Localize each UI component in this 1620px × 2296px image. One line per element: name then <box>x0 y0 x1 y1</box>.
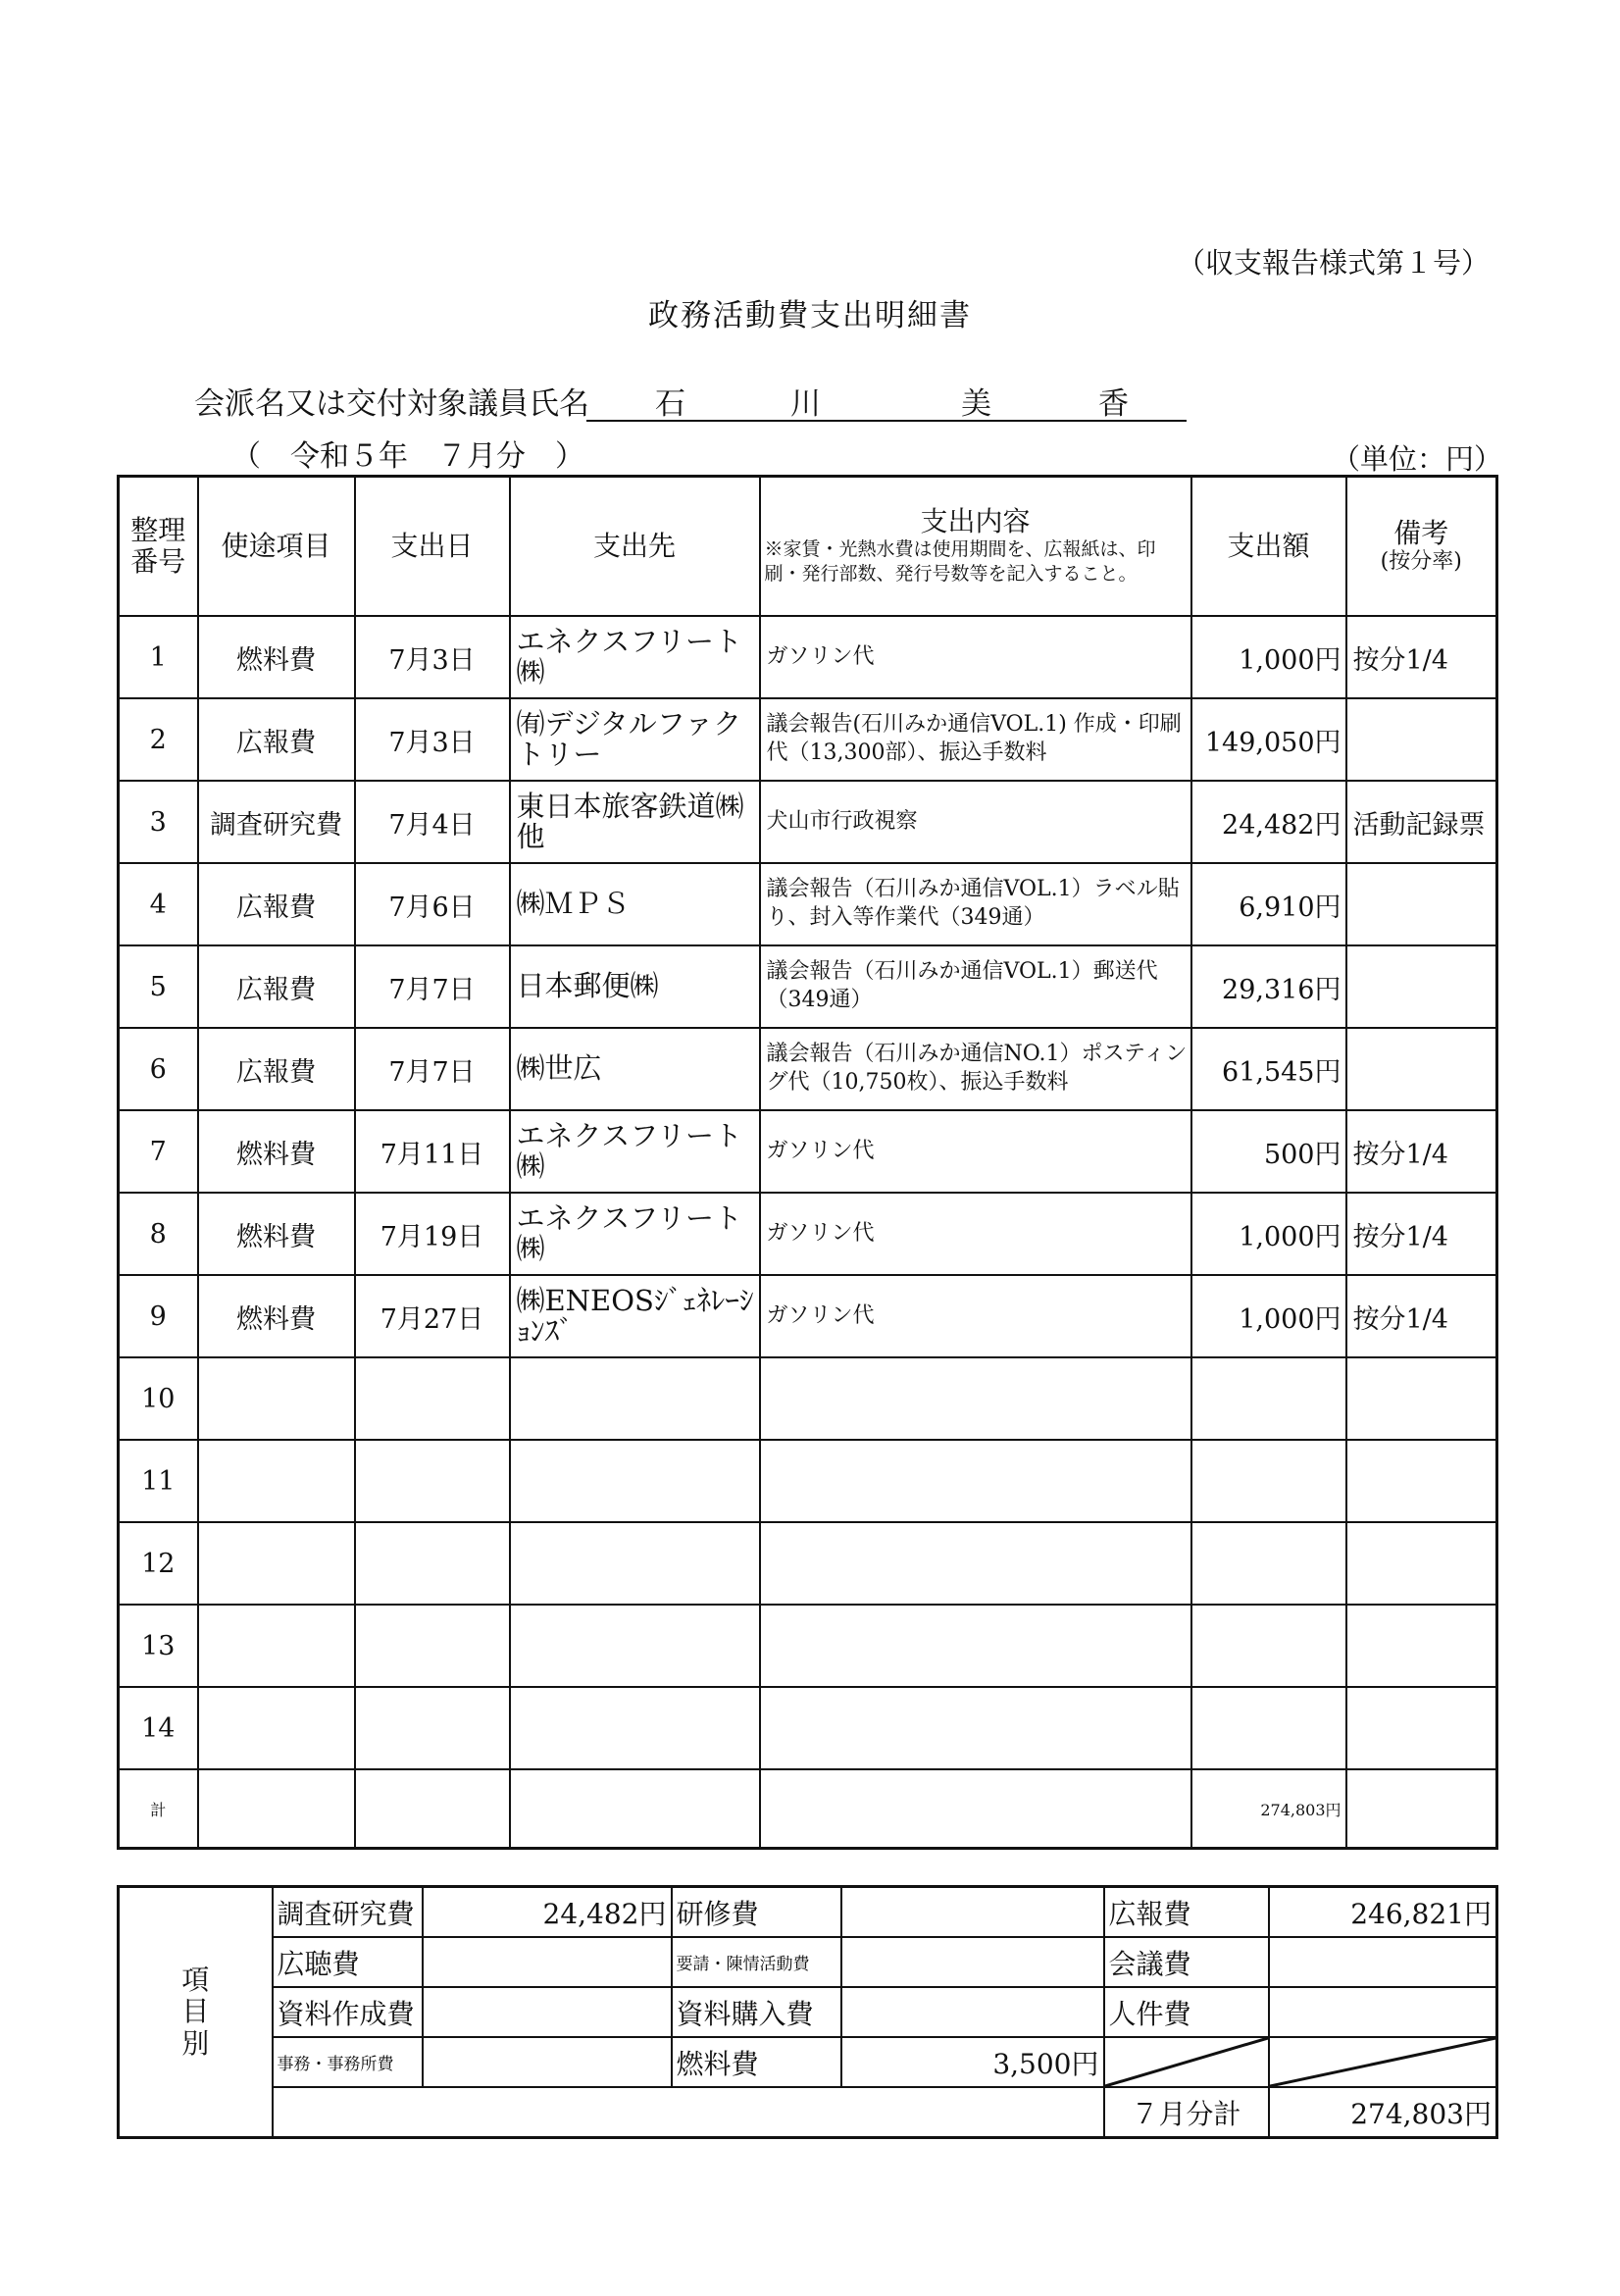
row-payee <box>510 1357 760 1440</box>
row-amount: 500円 <box>1191 1110 1346 1193</box>
table-row <box>119 1605 1497 1687</box>
row-no: 7 <box>119 1110 198 1193</box>
row-amount <box>1191 1687 1346 1769</box>
row-remarks <box>1346 1522 1497 1605</box>
row-content: ガソリン代 <box>760 1275 1191 1357</box>
row-item: 調査研究費 <box>198 781 355 863</box>
row-item: 広報費 <box>198 698 355 781</box>
row-date: 7月4日 <box>355 781 510 863</box>
row-date: 7月3日 <box>355 616 510 698</box>
row-payee <box>510 1522 760 1605</box>
purchase-value <box>841 1987 1104 2037</box>
total-label: 計 <box>119 1769 198 1849</box>
row-no: 4 <box>119 863 198 945</box>
row-payee: ㈲デジタルファクトリー <box>510 698 760 781</box>
row-date <box>355 1440 510 1522</box>
row-content: 議会報告（石川みか通信VOL.1）郵送代（349通） <box>760 945 1191 1028</box>
table-row <box>119 1275 1497 1357</box>
meeting-value <box>1269 1937 1497 1987</box>
table-row <box>119 1522 1497 1605</box>
research-value: 24,482円 <box>423 1887 672 1938</box>
row-date: 7月3日 <box>355 698 510 781</box>
row-item: 広報費 <box>198 945 355 1028</box>
diagonal-empty-cell <box>1104 2037 1269 2087</box>
member-name-char: 美 <box>961 386 991 422</box>
expense-table <box>117 475 1498 1850</box>
table-header-row <box>119 477 1497 617</box>
row-remarks: 按分1/4 <box>1346 616 1497 698</box>
hearing-value <box>423 1937 672 1987</box>
row-remarks <box>1346 1605 1497 1687</box>
month-total-label: ７月分計 <box>1104 2087 1269 2138</box>
petition-value <box>841 1937 1104 1987</box>
row-amount: 6,910円 <box>1191 863 1346 945</box>
row-payee <box>510 1440 760 1522</box>
member-name <box>586 379 1187 422</box>
row-content <box>760 1522 1191 1605</box>
row-remarks: 按分1/4 <box>1346 1193 1497 1275</box>
row-remarks: 按分1/4 <box>1346 1110 1497 1193</box>
row-item <box>198 1605 355 1687</box>
header-payee: 支出先 <box>510 477 760 617</box>
member-name-char: 川 <box>790 386 821 422</box>
table-row <box>119 616 1497 698</box>
table-row <box>119 781 1497 863</box>
row-no: 9 <box>119 1275 198 1357</box>
member-name-char: 石 <box>655 386 685 422</box>
row-payee: ㈱ＭＰＳ <box>510 863 760 945</box>
row-payee: エネクスフリート㈱ <box>510 616 760 698</box>
row-content: 議会報告(石川みか通信VOL.1) 作成・印刷代（13,300部）、振込手数料 <box>760 698 1191 781</box>
period: （ 令和５年 ７月分 ） <box>231 439 584 474</box>
row-remarks <box>1346 1028 1497 1110</box>
research-label: 調査研究費 <box>273 1887 423 1938</box>
row-date: 7月19日 <box>355 1193 510 1275</box>
table-row <box>119 1028 1497 1110</box>
row-no: 1 <box>119 616 198 698</box>
total-amount: 274,803円 <box>1191 1769 1346 1849</box>
row-no: 13 <box>119 1605 198 1687</box>
header-content <box>760 477 1191 617</box>
row-no: 6 <box>119 1028 198 1110</box>
training-label: 研修費 <box>672 1887 841 1938</box>
row-content: 議会報告（石川みか通信VOL.1）ラベル貼り、封入等作業代（349通） <box>760 863 1191 945</box>
header-no: 整理 番号 <box>119 477 198 617</box>
summary-side-label: 項 目 別 <box>119 1887 273 2138</box>
petition-label: 要請・陳情活動費 <box>672 1937 841 1987</box>
row-item: 燃料費 <box>198 1275 355 1357</box>
table-row <box>119 945 1497 1028</box>
table-row <box>119 1357 1497 1440</box>
row-remarks <box>1346 1687 1497 1769</box>
row-no: 5 <box>119 945 198 1028</box>
row-date: 7月11日 <box>355 1110 510 1193</box>
row-remarks <box>1346 1357 1497 1440</box>
row-payee <box>510 1605 760 1687</box>
row-remarks: 活動記録票 <box>1346 781 1497 863</box>
total-empty-cell <box>510 1769 760 1849</box>
table-row <box>119 698 1497 781</box>
row-content: ガソリン代 <box>760 616 1191 698</box>
table-row <box>119 1440 1497 1522</box>
total-row <box>119 1769 1497 1849</box>
table-row <box>119 1193 1497 1275</box>
materials-value <box>423 1987 672 2037</box>
row-amount <box>1191 1440 1346 1522</box>
row-item <box>198 1357 355 1440</box>
row-payee: 東日本旅客鉄道㈱他 <box>510 781 760 863</box>
row-remarks <box>1346 1440 1497 1522</box>
header-remarks-sub: (按分率) <box>1380 549 1462 575</box>
total-empty-cell <box>760 1769 1191 1849</box>
form-number: （収支報告様式第１号） <box>1177 246 1491 280</box>
row-item <box>198 1687 355 1769</box>
hearing-label: 広聴費 <box>273 1937 423 1987</box>
row-item: 燃料費 <box>198 616 355 698</box>
row-content <box>760 1605 1191 1687</box>
row-amount <box>1191 1522 1346 1605</box>
personnel-label: 人件費 <box>1104 1987 1269 2037</box>
row-amount <box>1191 1357 1346 1440</box>
row-date <box>355 1687 510 1769</box>
row-payee: エネクスフリート㈱ <box>510 1193 760 1275</box>
row-content: 議会報告（石川みか通信NO.1）ポスティング代（10,750枚）、振込手数料 <box>760 1028 1191 1110</box>
pr-value: 246,821円 <box>1269 1887 1497 1938</box>
row-item: 広報費 <box>198 1028 355 1110</box>
total-empty-cell <box>355 1769 510 1849</box>
row-amount: 1,000円 <box>1191 1275 1346 1357</box>
row-no: 2 <box>119 698 198 781</box>
row-date <box>355 1357 510 1440</box>
header-date: 支出日 <box>355 477 510 617</box>
row-amount: 1,000円 <box>1191 1193 1346 1275</box>
row-amount: 29,316円 <box>1191 945 1346 1028</box>
summary-blank <box>273 2087 1104 2138</box>
row-remarks <box>1346 945 1497 1028</box>
category-summary-table <box>117 1885 1498 2139</box>
row-item: 広報費 <box>198 863 355 945</box>
total-empty-cell <box>1346 1769 1497 1849</box>
member-label: 会派名又は交付対象議員氏名 <box>194 386 589 422</box>
row-remarks <box>1346 863 1497 945</box>
row-date: 7月7日 <box>355 945 510 1028</box>
row-content <box>760 1687 1191 1769</box>
header-remarks-title: 備考 <box>1393 517 1449 550</box>
materials-label: 資料作成費 <box>273 1987 423 2037</box>
row-amount: 149,050円 <box>1191 698 1346 781</box>
header-content-note: ※家賃・光熱水費は使用期間を、広報紙は、印刷・発行部数、発行号数等を記入すること。 <box>764 538 1156 586</box>
row-no: 12 <box>119 1522 198 1605</box>
row-amount: 24,482円 <box>1191 781 1346 863</box>
row-date: 7月7日 <box>355 1028 510 1110</box>
pr-label: 広報費 <box>1104 1887 1269 1938</box>
fuel-value: 3,500円 <box>841 2037 1104 2087</box>
row-date: 7月27日 <box>355 1275 510 1357</box>
member-name-char: 香 <box>1098 386 1129 422</box>
row-no: 10 <box>119 1357 198 1440</box>
purchase-label: 資料購入費 <box>672 1987 841 2037</box>
row-content: ガソリン代 <box>760 1110 1191 1193</box>
row-payee: ㈱世広 <box>510 1028 760 1110</box>
row-content <box>760 1440 1191 1522</box>
header-content-title: 支出内容 <box>920 505 1031 538</box>
row-remarks: 按分1/4 <box>1346 1275 1497 1357</box>
table-row <box>119 863 1497 945</box>
fuel-label: 燃料費 <box>672 2037 841 2087</box>
row-no: 3 <box>119 781 198 863</box>
row-payee: 日本郵便㈱ <box>510 945 760 1028</box>
office-value <box>423 2037 672 2087</box>
row-content <box>760 1357 1191 1440</box>
row-payee: ㈱ENEOSｼﾞｪﾈﾚｰｼｮﾝｽﾞ <box>510 1275 760 1357</box>
header-remarks <box>1346 477 1497 617</box>
row-no: 14 <box>119 1687 198 1769</box>
header-item: 使途項目 <box>198 477 355 617</box>
row-amount <box>1191 1605 1346 1687</box>
row-date <box>355 1605 510 1687</box>
row-amount: 1,000円 <box>1191 616 1346 698</box>
row-item: 燃料費 <box>198 1110 355 1193</box>
training-value <box>841 1887 1104 1938</box>
row-amount: 61,545円 <box>1191 1028 1346 1110</box>
row-date: 7月6日 <box>355 863 510 945</box>
row-remarks <box>1346 698 1497 781</box>
table-row <box>119 1110 1497 1193</box>
office-label: 事務・事務所費 <box>273 2037 423 2087</box>
document-title: 政務活動費支出明細書 <box>648 298 972 333</box>
header-amount: 支出額 <box>1191 477 1346 617</box>
diagonal-line <box>1270 2038 1496 2086</box>
row-payee: エネクスフリート㈱ <box>510 1110 760 1193</box>
table-row <box>119 1687 1497 1769</box>
diagonal-line <box>1105 2038 1268 2086</box>
row-content: ガソリン代 <box>760 1193 1191 1275</box>
row-item <box>198 1440 355 1522</box>
row-content: 犬山市行政視察 <box>760 781 1191 863</box>
personnel-value <box>1269 1987 1497 2037</box>
meeting-label: 会議費 <box>1104 1937 1269 1987</box>
month-total-value: 274,803円 <box>1269 2087 1497 2138</box>
row-item <box>198 1522 355 1605</box>
row-payee <box>510 1687 760 1769</box>
unit-note: （単位：円） <box>1332 442 1503 476</box>
row-item: 燃料費 <box>198 1193 355 1275</box>
diagonal-empty-cell <box>1269 2037 1497 2087</box>
row-no: 11 <box>119 1440 198 1522</box>
row-no: 8 <box>119 1193 198 1275</box>
total-empty-cell <box>198 1769 355 1849</box>
row-date <box>355 1522 510 1605</box>
